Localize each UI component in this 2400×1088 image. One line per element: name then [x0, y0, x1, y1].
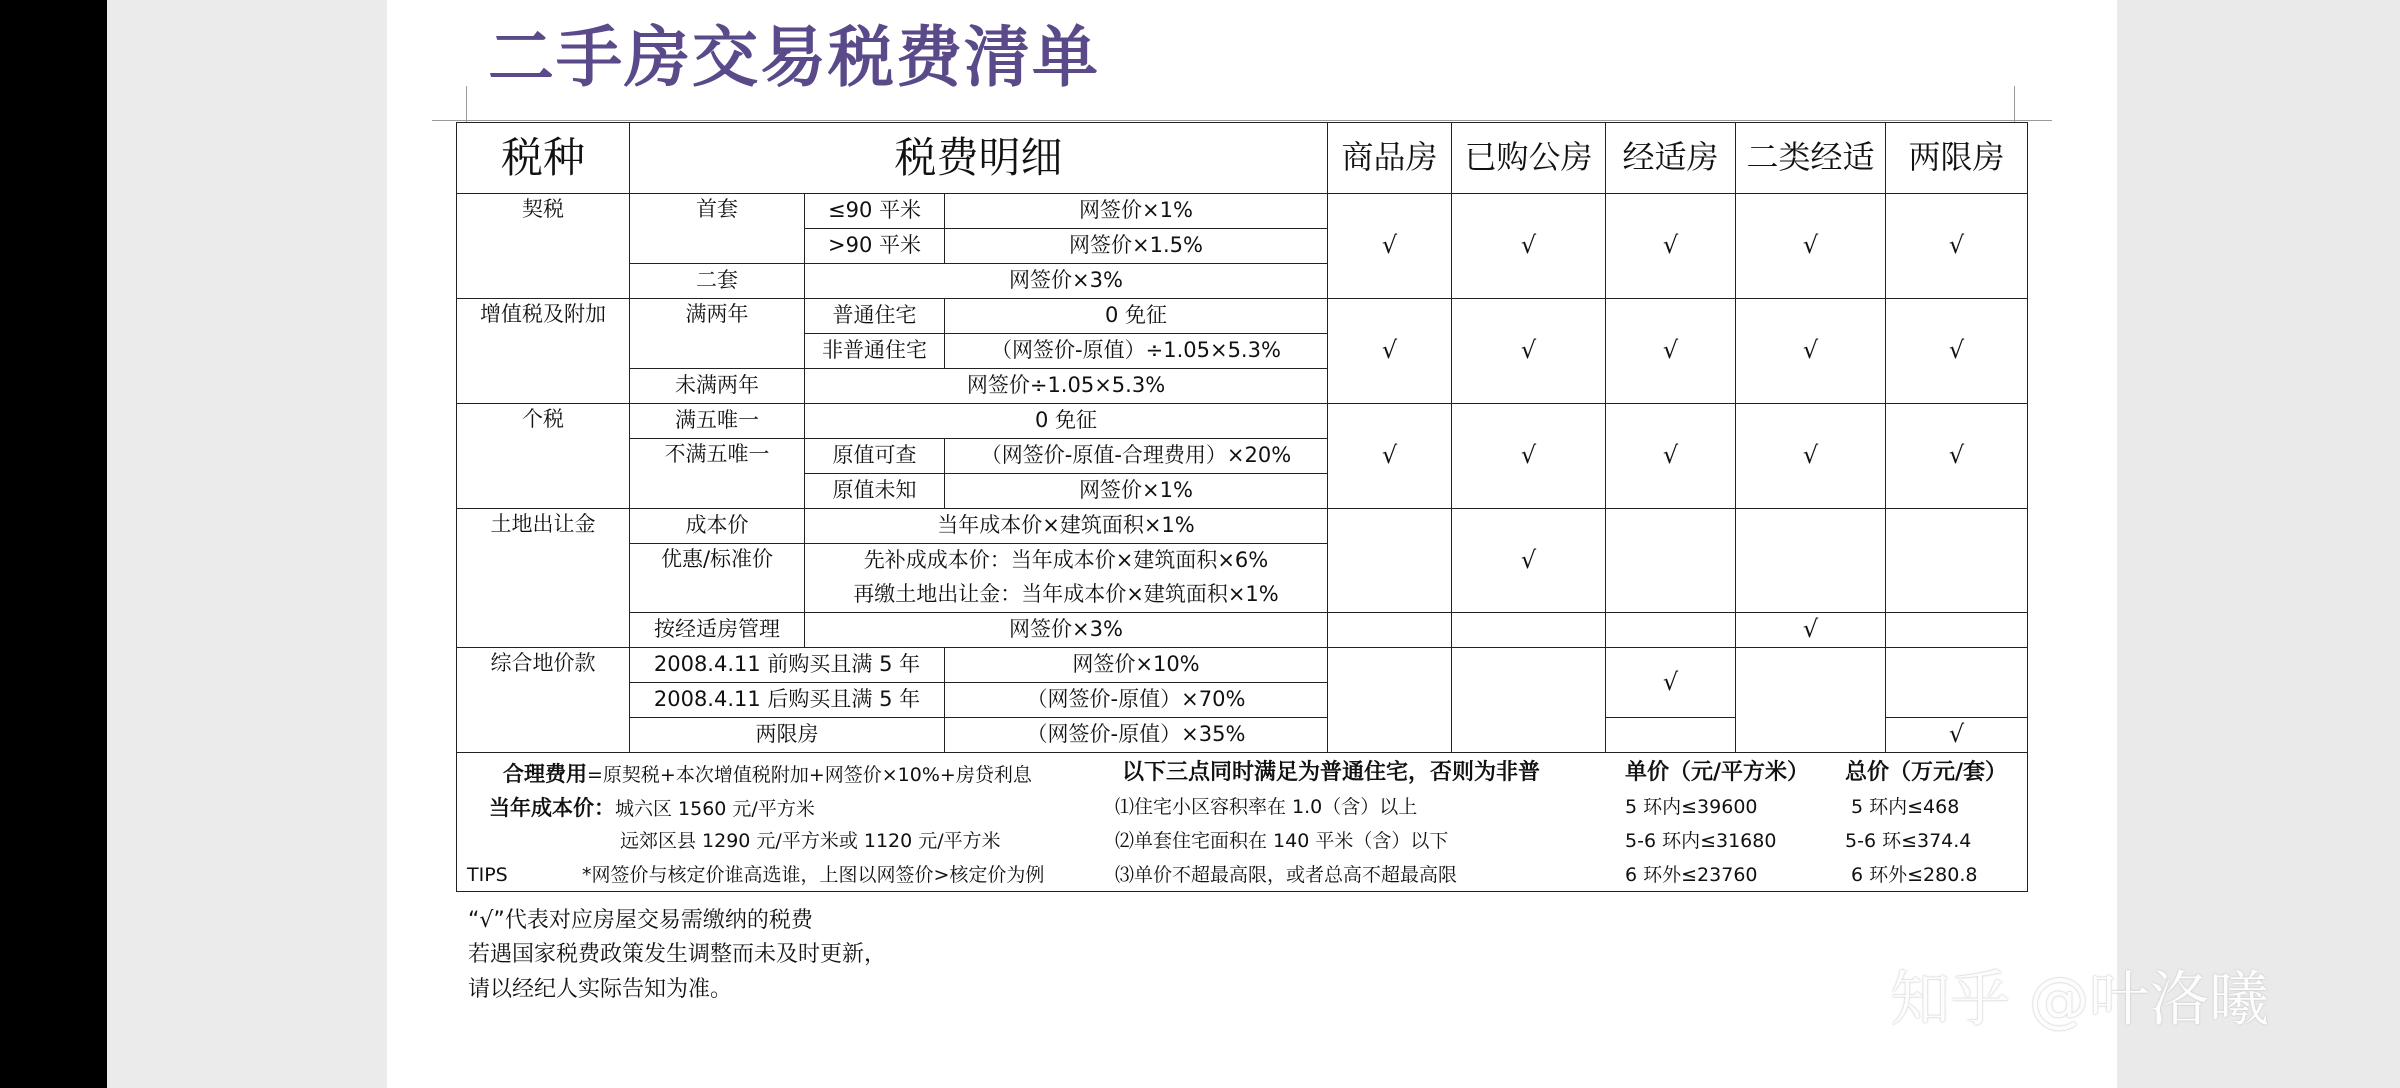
reasonable-fee-label: 合理费用: [503, 762, 587, 786]
after-2008-label: 2008.4.11 后购买且满 5 年: [630, 683, 945, 718]
total-price-2: 5-6 环≤374.4: [1845, 830, 1972, 852]
check-mark: √: [1886, 718, 2028, 753]
deed-tax-label: 契税: [457, 194, 630, 299]
table-footer: [457, 753, 2028, 892]
check-mark: √: [1886, 194, 2028, 299]
fee-price-capped: （网签价-原值）×35%: [945, 718, 1328, 753]
unit-price-1: 5 环内≤39600: [1625, 796, 1758, 818]
reasonable-fee-text: =原契税+本次增值税附加+网签价×10%+房贷利息: [587, 764, 1032, 786]
check-mark: √: [1736, 404, 1886, 509]
reasonable-fee-line: [503, 761, 1032, 788]
cost-price-footer-label: 当年成本价：: [489, 796, 615, 820]
fee-original-unknown: 网签价×1%: [945, 474, 1328, 509]
fee-le90: 网签价×1%: [945, 194, 1328, 229]
fee-gt90: 网签价×1.5%: [945, 229, 1328, 264]
table-row: [457, 404, 2028, 439]
check-mark: √: [1328, 404, 1452, 509]
fee-under-two-years: 网签价÷1.05×5.3%: [805, 369, 1328, 404]
area-gt90: >90 平米: [805, 229, 945, 264]
original-known-label: 原值可查: [805, 439, 945, 474]
header-affordable: 经适房: [1606, 123, 1736, 194]
check-mark: √: [1606, 194, 1736, 299]
table-row: [457, 613, 2028, 648]
page-title: 二手房交易税费清单: [488, 19, 1100, 96]
check-mark: √: [1736, 194, 1886, 299]
header-purchased-public: 已购公房: [1452, 123, 1606, 194]
guide-line-right: [2014, 86, 2015, 122]
vat-label: 增值税及附加: [457, 299, 630, 404]
check-mark: √: [1736, 299, 1886, 404]
check-mark: √: [1606, 648, 1736, 718]
fee-cost-price: 当年成本价×建筑面积×1%: [805, 509, 1328, 544]
fee-after-2008: （网签价-原值）×70%: [945, 683, 1328, 718]
fee-five-years-only: 0 免征: [805, 404, 1328, 439]
table-row: [457, 648, 2028, 683]
under-two-years-label: 未满两年: [630, 369, 805, 404]
criteria-3: ⑶单价不超最高限，或者总高不超最高限: [1115, 864, 1458, 886]
fee-preferential-line1: 先补成成本价：当年成本价×建筑面积×6%: [805, 544, 1328, 579]
header-commercial: 商品房: [1328, 123, 1452, 194]
cost-price-label: 成本价: [630, 509, 805, 544]
fee-preferential-line2: 再缴土地出让金：当年成本价×建筑面积×1%: [805, 578, 1328, 613]
non-ordinary-housing-label: 非普通住宅: [805, 334, 945, 369]
fee-second-home: 网签价×3%: [805, 264, 1328, 299]
unit-price-title: 单价（元/平方米）: [1625, 760, 1810, 785]
not-five-years-only-label: 不满五唯一: [630, 439, 805, 509]
land-fee-label: 土地出让金: [457, 509, 630, 648]
table-row: [457, 299, 2028, 334]
note-policy-change: 若遇国家税费政策发生调整而未及时更新，: [468, 942, 887, 967]
check-mark: √: [1736, 613, 1886, 648]
right-margin: [2117, 0, 2400, 1088]
note-checkmark-meaning: “√”代表对应房屋交易需缴纳的税费: [468, 908, 813, 933]
left-margin: [107, 0, 387, 1088]
header-price-capped: 两限房: [1886, 123, 2028, 194]
left-black-bar: [0, 0, 107, 1088]
five-years-only-label: 满五唯一: [630, 404, 805, 439]
ordinary-housing-label: 普通住宅: [805, 299, 945, 334]
table-row: [457, 194, 2028, 229]
unit-price-3: 6 环外≤23760: [1625, 864, 1758, 886]
first-home-label: 首套: [630, 194, 805, 264]
header-tax-type: 税种: [457, 123, 630, 194]
criteria-2: ⑵单套住宅面积在 140 平米（含）以下: [1115, 830, 1449, 852]
fee-before-2008: 网签价×10%: [945, 648, 1328, 683]
cost-price-suburb: 远郊区县 1290 元/平方米或 1120 元/平方米: [620, 830, 1001, 852]
fee-original-known: （网签价-原值-合理费用）×20%: [945, 439, 1328, 474]
table-row: [457, 509, 2028, 544]
land-price-label: 综合地价款: [457, 648, 630, 753]
guide-line-left: [466, 86, 467, 122]
tips-label: TIPS: [467, 864, 508, 886]
fee-ordinary-housing: 0 免征: [945, 299, 1328, 334]
check-mark: √: [1452, 404, 1606, 509]
preferential-price-label: 优惠/标准价: [630, 544, 805, 613]
total-price-title: 总价（万元/套）: [1845, 760, 2008, 785]
check-mark: √: [1452, 194, 1606, 299]
check-mark: √: [1886, 404, 2028, 509]
check-mark: √: [1606, 299, 1736, 404]
over-two-years-label: 满两年: [630, 299, 805, 369]
affordable-management-label: 按经适房管理: [630, 613, 805, 648]
check-mark: √: [1452, 509, 1606, 613]
ordinary-housing-criteria-title: 以下三点同时满足为普通住宅，否则为非普: [1122, 760, 1541, 785]
tips-text: *网签价与核定价谁高选谁，上图以网签价>核定价为例: [582, 864, 1045, 886]
check-mark: √: [1452, 299, 1606, 404]
before-2008-label: 2008.4.11 前购买且满 5 年: [630, 648, 945, 683]
fee-non-ordinary-housing: （网签价-原值）÷1.05×5.3%: [945, 334, 1328, 369]
note-confirm-with-agent: 请以经纪人实际告知为准。: [468, 977, 733, 1002]
income-tax-label: 个税: [457, 404, 630, 509]
unit-price-2: 5-6 环内≤31680: [1625, 830, 1777, 852]
check-mark: √: [1328, 194, 1452, 299]
fee-affordable-management: 网签价×3%: [805, 613, 1328, 648]
header-type2-affordable: 二类经适: [1736, 123, 1886, 194]
table-footer-row: [457, 753, 2028, 892]
cost-price-line: [489, 795, 815, 822]
original-unknown-label: 原值未知: [805, 474, 945, 509]
check-mark: √: [1606, 404, 1736, 509]
criteria-1: ⑴住宅小区容积率在 1.0（含）以上: [1115, 796, 1418, 818]
cost-price-city: 城六区 1560 元/平方米: [615, 798, 815, 820]
check-mark: √: [1328, 299, 1452, 404]
table-header-row: [457, 123, 2028, 194]
second-home-label: 二套: [630, 264, 805, 299]
total-price-3: 6 环外≤280.8: [1851, 864, 1978, 886]
zhihu-watermark: 知乎 @叶洛曦: [1890, 965, 2270, 1035]
guide-line-horizontal: [432, 120, 2052, 121]
tax-table: [456, 122, 2028, 892]
check-mark: √: [1886, 299, 2028, 404]
total-price-1: 5 环内≤468: [1851, 796, 1960, 818]
header-tax-detail: 税费明细: [630, 123, 1328, 194]
price-capped-label: 两限房: [630, 718, 945, 753]
area-le90: ≤90 平米: [805, 194, 945, 229]
